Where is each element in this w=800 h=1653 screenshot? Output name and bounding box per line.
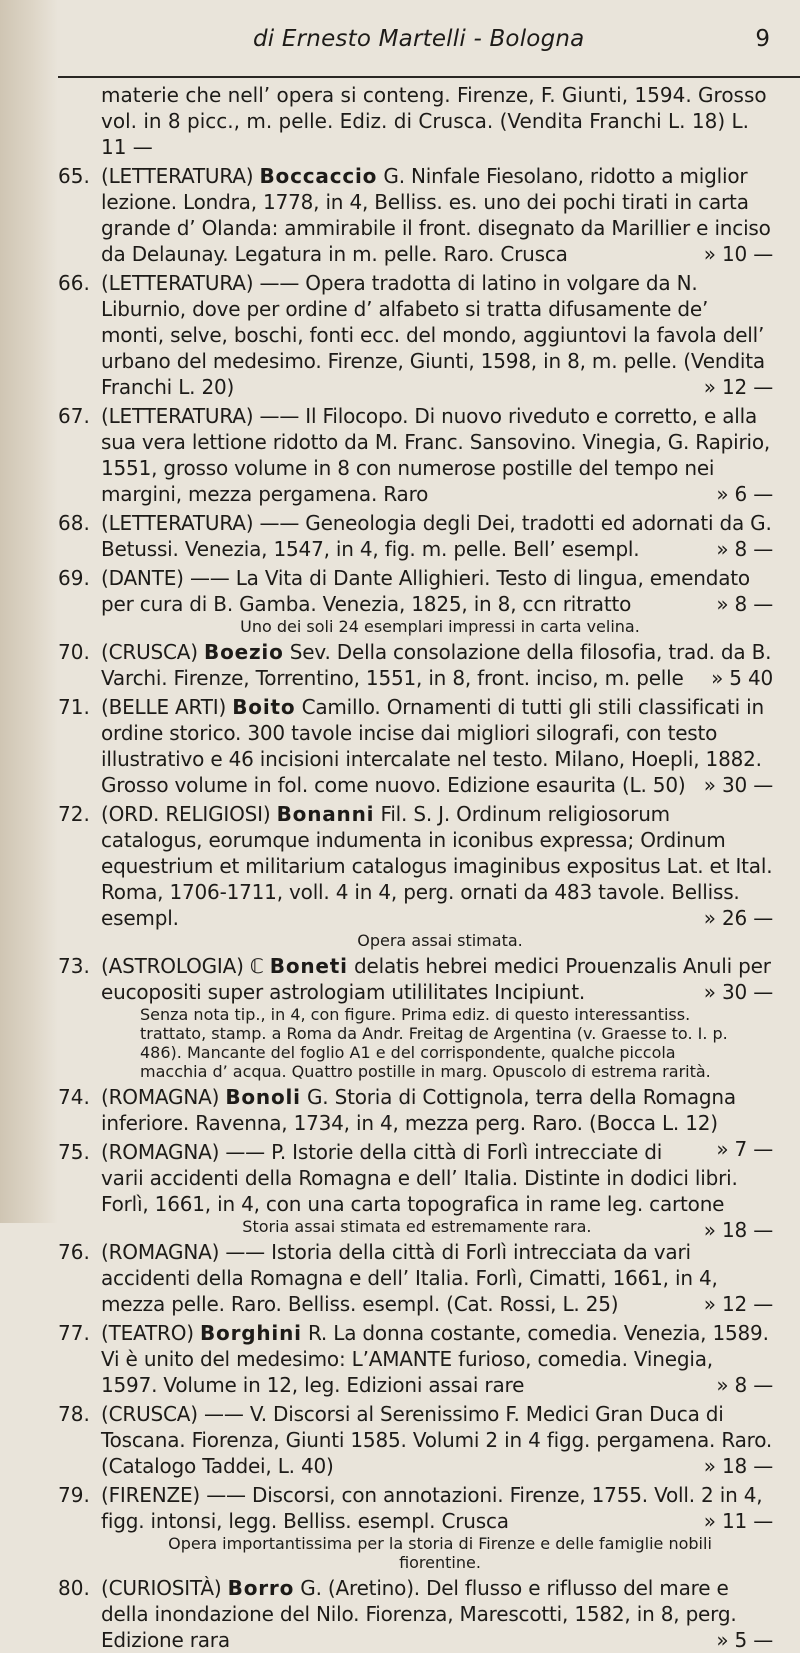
entry-number: 73. — [58, 954, 90, 978]
entry-list — [0, 163, 800, 1653]
entry-body — [101, 270, 773, 400]
entry-body — [101, 1320, 773, 1398]
entry-note: Senza nota tip., in 4, con figure. Prima ediz. di questo interessantiss. trattato, stamp. a Roma da Andr. Freitag de Argentina (v. Graesse to. I. p. 486). Mancante del foglio A1 e del corrispondente, qualche piccola macchia d’ acqua. Quattro postille in marg. Opuscolo di estrema rarità. — [140, 1005, 728, 1081]
entry-number: 76. — [58, 1240, 90, 1264]
catalog-entry — [0, 801, 800, 950]
entry-price: » 26 — — [703, 906, 773, 930]
entry-number: 78. — [58, 1402, 90, 1426]
entry-price: » 5 40 — [711, 666, 773, 690]
entry-body — [101, 1401, 773, 1479]
catalog-entry — [0, 163, 800, 267]
entry-author: —— — [189, 566, 230, 590]
entry-author: Boezio — [204, 640, 284, 664]
entry-subject: (LETTERATURA) — [101, 511, 254, 535]
entry-subject: (ORD. RELIGIOSI) — [101, 802, 271, 826]
entry-subject: (LETTERATURA) — [101, 164, 254, 188]
catalog-listing — [0, 82, 800, 1653]
entry-body — [101, 1575, 773, 1653]
entry-description: V. Discorsi al Serenissimo F. Medici Gran Duca di Toscana. Fiorenza, Giunti 1585. Volumi 2 in 4 figg. pergamena. Raro. (Catalogo Taddei, L. 40) — [101, 1402, 773, 1478]
entry-number: 75. — [58, 1140, 90, 1164]
continued-entry-text: materie che nell’ opera si conteng. Firenze, F. Giunti, 1594. Grosso vol. in 8 picc., m. pelle. Ediz. di Crusca. (Vendita Franchi L. 18) L. 11 — — [101, 83, 767, 159]
entry-description: G. (Aretino). Del flusso e riflusso del mare e della inondazione del Nilo. Fiorenza, Marescotti, 1582, in 8, perg. Edizione rara — [101, 1576, 737, 1652]
entry-description: Sev. Della consolazione della filosofia, trad. da B. Varchi. Firenze, Torrentino, 1551, in 8, front. inciso, m. pelle — [101, 640, 772, 690]
catalog-entry — [0, 1575, 800, 1653]
entry-author: —— — [259, 271, 300, 295]
entry-price: » 30 — — [703, 980, 773, 1004]
entry-subject: (CRUSCA) — [101, 1402, 198, 1426]
catalog-entry — [0, 953, 800, 1081]
page-number: 9 — [755, 26, 770, 52]
catalog-entry — [0, 1139, 800, 1242]
entry-author: Bonanni — [276, 802, 375, 826]
entry-author: —— — [225, 1140, 265, 1164]
entry-description: Geneologia degli Dei, tradotti ed adornati da G. Betussi. Venezia, 1547, in 4, fig. m. pelle. Bell’ esempl. — [101, 511, 772, 561]
entry-number: 69. — [58, 566, 90, 590]
entry-description: R. La donna costante, comedia. Venezia, 1589. Vi è unito del medesimo: L’AMANTE furioso, comedia. Vinegia, 1597. Volume in 12, leg. Edizioni assai rare — [101, 1321, 769, 1397]
entry-author: Boneti — [269, 954, 348, 978]
entry-subject: (CRUSCA) — [101, 640, 198, 664]
entry-body — [101, 163, 773, 267]
entry-body — [101, 694, 773, 798]
entry-author: Borro — [227, 1576, 295, 1600]
entry-number: 79. — [58, 1483, 90, 1507]
entry-body — [101, 403, 773, 507]
catalog-entry — [0, 1239, 800, 1317]
entry-number: 77. — [58, 1321, 90, 1345]
catalog-entry — [0, 1482, 800, 1572]
page-header — [58, 0, 800, 78]
entry-author: —— — [259, 404, 300, 428]
entry-price: » 18 — — [703, 1454, 773, 1478]
entry-number: 65. — [58, 164, 90, 188]
entry-author: —— — [225, 1240, 265, 1264]
entry-price: » 11 — — [703, 1509, 773, 1533]
entry-number: 68. — [58, 511, 90, 535]
entry-subject: (DANTE) — [101, 566, 184, 590]
entry-price: » 8 — — [716, 592, 773, 616]
entry-price: » 18 — — [703, 1218, 773, 1242]
entry-subject: (BELLE ARTI) — [101, 695, 227, 719]
entry-price: » 8 — — [716, 1373, 773, 1397]
catalog-entry — [0, 1401, 800, 1479]
running-title: di Ernesto Martelli - Bologna — [253, 26, 585, 52]
entry-author: Borghini — [200, 1321, 302, 1345]
entry-price: » 12 — — [703, 375, 773, 399]
entry-body — [101, 639, 773, 691]
entry-subject: (ROMAGNA) — [101, 1085, 220, 1109]
entry-subject: (LETTERATURA) — [101, 271, 254, 295]
entry-body — [101, 510, 773, 562]
entry-subject: (LETTERATURA) — [101, 404, 254, 428]
catalog-entry — [0, 694, 800, 798]
entry-author: —— — [204, 1402, 244, 1426]
entry-description: G. Storia di Cottignola, terra della Romagna inferiore. Ravenna, 1734, in 4, mezza perg. Raro. (Bocca L. 12) — [101, 1085, 736, 1135]
entry-description: Fil. S. J. Ordinum religiosorum catalogus, eorumque indumenta in iconibus expressa; Ordinum equestrium et militarium catalogus imaginibus expositus Lat. et Ital. Roma, 1706-1711, voll. 4 in 4, perg. ornati da 483 tavole. Belliss. esempl. — [101, 802, 773, 930]
entry-description: G. Ninfale Fiesolano, ridotto a miglior lezione. Londra, 1778, in 4, Belliss. es. uno dei pochi tirati in carta grande d’ Olanda: ammirabile il front. disegnato da Marillier e inciso da Delaunay. Legatura in m. pelle. Raro. Crusca — [101, 164, 771, 266]
entry-author: —— — [206, 1483, 246, 1507]
entry-description: delatis hebrei medici Prouenzalis Anuli per eucopositi super astrologiam utililitates Incipiunt. — [101, 954, 771, 1004]
entry-price: » 7 — — [716, 1137, 773, 1161]
catalog-entry — [0, 1320, 800, 1398]
entry-note: Uno dei soli 24 esemplari impressi in carta velina. — [240, 617, 640, 636]
entry-description: Opera tradotta di latino in volgare da N. Liburnio, dove per ordine d’ alfabeto si tratta difusamente de’ monti, selve, boschi, fonti ecc. del mondo, aggiuntovi la favola dell’ urbano del medesimo. Firenze, Giunti, 1598, in 8, m. pelle. (Vendita Franchi L. 20) — [101, 271, 765, 399]
entry-description: La Vita di Dante Allighieri. Testo di lingua, emendato per cura di B. Gamba. Venezia, 1825, in 8, ccn ritratto — [101, 566, 750, 616]
entry-note: Opera assai stimata. — [357, 931, 523, 950]
entry-number: 71. — [58, 695, 90, 719]
entry-body — [101, 1482, 773, 1534]
entry-description: P. Istorie della città di Forlì intrecciate di varii accidenti della Romagna e dell’ Italia. Distinte in dodici libri. Forlì, 1661, in 4, con una carta topografica in rame leg. cartone — [101, 1140, 738, 1216]
entry-author: Bonoli — [225, 1085, 301, 1109]
entry-author: Boccaccio — [259, 164, 378, 188]
entry-price: » 30 — — [703, 773, 773, 797]
catalog-entry — [0, 403, 800, 507]
entry-price: » 10 — — [703, 242, 773, 266]
catalog-entry — [0, 270, 800, 400]
entry-note: Opera importantissima per la storia di Firenze e delle famiglie nobili fiorentine. — [168, 1534, 712, 1572]
entry-price: » 6 — — [716, 482, 773, 506]
entry-subject: (FIRENZE) — [101, 1483, 201, 1507]
entry-price: » 12 — — [703, 1292, 773, 1316]
entry-body — [101, 1239, 773, 1317]
entry-number: 74. — [58, 1085, 90, 1109]
entry-subject: (ROMAGNA) — [101, 1240, 220, 1264]
entry-note: Storia assai stimata ed estremamente rara. — [242, 1217, 592, 1236]
entry-subject: (ASTROLOGIA) ℂ — [101, 954, 264, 978]
entry-subject: (CURIOSITÀ) — [101, 1576, 222, 1600]
entry-body — [101, 565, 773, 617]
entry-body — [101, 801, 773, 931]
entry-author: Boito — [232, 695, 296, 719]
entry-description: Il Filocopo. Di nuovo riveduto e corretto, e alla sua vera lettione ridotto da M. Franc. Sansovino. Vinegia, G. Rapirio, 1551, grosso volume in 8 con numerose postille del tempo nei margini, mezza pergamena. Raro — [101, 404, 771, 506]
entry-subject: (TEATRO) — [101, 1321, 194, 1345]
catalog-entry — [0, 510, 800, 562]
entry-number: 70. — [58, 640, 90, 664]
entry-body — [101, 1084, 773, 1161]
entry-number: 72. — [58, 802, 90, 826]
entry-price: » 8 — — [716, 537, 773, 561]
entry-description: Istoria della città di Forlì intrecciata da vari accidenti della Romagna e dell’ Italia. Forlì, Cimatti, 1661, in 4, mezza pelle. Raro. Belliss. esempl. (Cat. Rossi, L. 25) — [101, 1240, 718, 1316]
entry-description: Camillo. Ornamenti di tutti gli stili classificati in ordine storico. 300 tavole incise dai migliori silografi, con testo illustrativo e 46 incisioni intercalate nel testo. Milano, Hoepli, 1882. Grosso volume in fol. come nuovo. Edizione esaurita (L. 50) — [101, 695, 764, 797]
entry-author: —— — [259, 511, 300, 535]
entry-number: 80. — [58, 1576, 90, 1600]
entry-number: 66. — [58, 271, 90, 295]
catalog-entry — [0, 565, 800, 636]
entry-subject: (ROMAGNA) — [101, 1140, 220, 1164]
entry-price: » 5 — — [716, 1628, 773, 1652]
entry-body — [101, 953, 773, 1005]
catalog-entry — [0, 639, 800, 691]
entry-number: 67. — [58, 404, 90, 428]
entry-description: Discorsi, con annotazioni. Firenze, 1755. Voll. 2 in 4, figg. intonsi, legg. Belliss. esempl. Crusca — [101, 1483, 763, 1533]
